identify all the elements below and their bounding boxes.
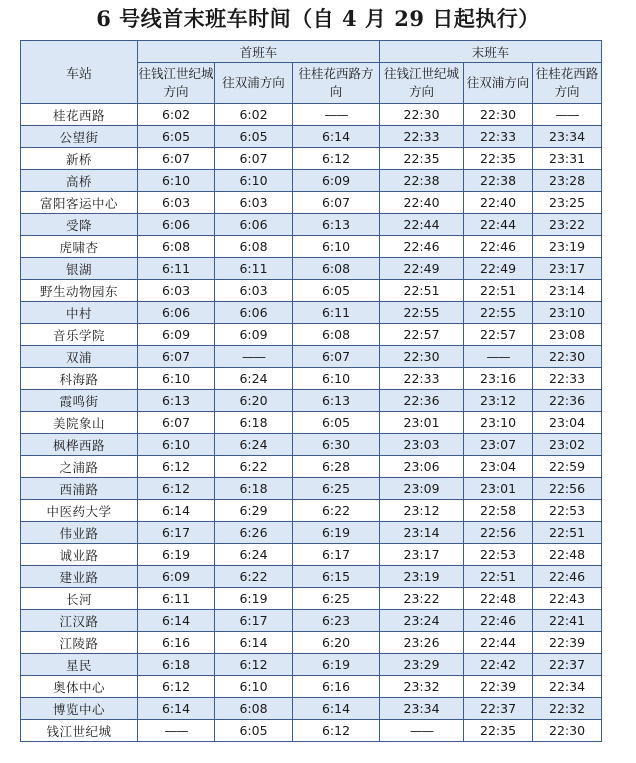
last-train-time-cell: 23:12	[380, 500, 464, 522]
first-train-time-cell: 6:07	[215, 148, 293, 170]
station-cell: 枫桦西路	[21, 434, 138, 456]
table-row	[21, 302, 602, 324]
last-train-time-cell: 22:46	[380, 236, 464, 258]
station-cell: 博览中心	[21, 698, 138, 720]
last-train-time-cell: 22:49	[380, 258, 464, 280]
first-train-time-cell: 6:25	[293, 588, 380, 610]
last-train-time-cell: 23:10	[464, 412, 533, 434]
first-train-time-cell: 6:06	[215, 214, 293, 236]
last-direction-shuangpu-header: 往双浦方向	[464, 63, 533, 104]
table-row	[21, 720, 602, 742]
first-train-time-cell: 6:10	[293, 368, 380, 390]
first-train-time-cell: 6:07	[293, 346, 380, 368]
table-row	[21, 566, 602, 588]
first-train-time-cell: 6:18	[138, 654, 215, 676]
station-cell: 建业路	[21, 566, 138, 588]
last-train-time-cell: 23:04	[464, 456, 533, 478]
last-train-time-cell: 22:48	[533, 544, 602, 566]
last-train-time-cell: 22:36	[380, 390, 464, 412]
station-cell: 高桥	[21, 170, 138, 192]
first-train-time-cell: 6:06	[138, 214, 215, 236]
first-train-time-cell: 6:10	[215, 676, 293, 698]
station-cell: 富阳客运中心	[21, 192, 138, 214]
last-train-header: 末班车	[380, 41, 602, 63]
first-train-time-cell: 6:09	[215, 324, 293, 346]
station-cell: 科海路	[21, 368, 138, 390]
table-row	[21, 258, 602, 280]
first-train-time-cell: 6:08	[215, 236, 293, 258]
last-direction-qianjiang-header: 往钱江世纪城方向	[380, 63, 464, 104]
last-train-time-cell: ——	[533, 104, 602, 126]
first-train-time-cell: 6:14	[215, 632, 293, 654]
first-train-time-cell: 6:24	[215, 434, 293, 456]
table-row	[21, 280, 602, 302]
first-train-time-cell: 6:15	[293, 566, 380, 588]
last-train-time-cell: 22:41	[533, 610, 602, 632]
station-cell: 野生动物园东	[21, 280, 138, 302]
first-train-time-cell: 6:14	[138, 500, 215, 522]
first-train-time-cell: 6:23	[293, 610, 380, 632]
first-train-time-cell: 6:12	[138, 456, 215, 478]
last-train-time-cell: 23:29	[380, 654, 464, 676]
station-cell: 西浦路	[21, 478, 138, 500]
station-cell: 公望街	[21, 126, 138, 148]
last-train-time-cell: 22:30	[533, 720, 602, 742]
first-train-time-cell: 6:05	[215, 720, 293, 742]
first-train-time-cell: 6:22	[215, 566, 293, 588]
last-train-time-cell: 22:30	[464, 104, 533, 126]
last-train-time-cell: 22:32	[533, 698, 602, 720]
last-train-time-cell: 22:46	[533, 566, 602, 588]
first-direction-qianjiang-header: 往钱江世纪城方向	[138, 63, 215, 104]
table-row	[21, 676, 602, 698]
page-title: 6 号线首末班车时间（自 4 月 29 日起执行）	[96, 6, 540, 31]
table-row	[21, 104, 602, 126]
first-train-time-cell: 6:09	[138, 566, 215, 588]
first-train-time-cell: 6:26	[215, 522, 293, 544]
first-train-time-cell: 6:22	[293, 500, 380, 522]
last-train-time-cell: ——	[464, 346, 533, 368]
last-train-time-cell: 22:33	[464, 126, 533, 148]
table-row	[21, 346, 602, 368]
first-train-time-cell: 6:29	[215, 500, 293, 522]
last-train-time-cell: 22:48	[464, 588, 533, 610]
last-train-time-cell: 22:40	[464, 192, 533, 214]
first-train-time-cell: 6:03	[215, 280, 293, 302]
first-train-time-cell: 6:16	[138, 632, 215, 654]
first-train-time-cell: 6:19	[293, 654, 380, 676]
last-train-time-cell: 22:39	[464, 676, 533, 698]
last-train-time-cell: 23:10	[533, 302, 602, 324]
first-train-time-cell: 6:14	[138, 698, 215, 720]
first-train-time-cell: 6:05	[138, 126, 215, 148]
last-train-time-cell: 22:39	[533, 632, 602, 654]
last-train-time-cell: 22:33	[380, 126, 464, 148]
last-train-time-cell: 22:44	[380, 214, 464, 236]
last-train-time-cell: 22:56	[464, 522, 533, 544]
first-train-time-cell: 6:12	[138, 478, 215, 500]
first-train-time-cell: 6:16	[293, 676, 380, 698]
station-cell: 中医药大学	[21, 500, 138, 522]
last-train-time-cell: 22:35	[464, 148, 533, 170]
last-train-time-cell: 22:51	[533, 522, 602, 544]
last-train-time-cell: 23:25	[533, 192, 602, 214]
last-train-time-cell: 22:49	[464, 258, 533, 280]
first-train-time-cell: 6:19	[138, 544, 215, 566]
first-train-time-cell: 6:19	[293, 522, 380, 544]
timetable	[20, 40, 602, 742]
station-column-header: 车站	[21, 41, 138, 104]
last-train-time-cell: 23:07	[464, 434, 533, 456]
station-cell: 诚业路	[21, 544, 138, 566]
table-row	[21, 698, 602, 720]
first-train-time-cell: 6:09	[293, 170, 380, 192]
last-train-time-cell: 23:34	[380, 698, 464, 720]
table-row	[21, 236, 602, 258]
first-train-time-cell: 6:17	[138, 522, 215, 544]
first-train-time-cell: 6:02	[215, 104, 293, 126]
last-train-time-cell: 23:08	[533, 324, 602, 346]
table-row	[21, 214, 602, 236]
station-cell: 江陵路	[21, 632, 138, 654]
first-train-time-cell: 6:11	[138, 258, 215, 280]
first-train-time-cell: 6:05	[215, 126, 293, 148]
last-train-time-cell: 22:53	[533, 500, 602, 522]
last-train-time-cell: 23:22	[380, 588, 464, 610]
last-train-time-cell: 22:46	[464, 610, 533, 632]
first-train-time-cell: 6:10	[138, 170, 215, 192]
first-train-time-cell: 6:24	[215, 544, 293, 566]
first-train-time-cell: 6:17	[215, 610, 293, 632]
last-train-time-cell: 22:57	[464, 324, 533, 346]
last-train-time-cell: 22:43	[533, 588, 602, 610]
first-train-time-cell: 6:14	[293, 126, 380, 148]
first-train-time-cell: 6:10	[293, 236, 380, 258]
last-train-time-cell: 22:42	[464, 654, 533, 676]
last-train-time-cell: 23:16	[464, 368, 533, 390]
last-train-time-cell: 22:36	[533, 390, 602, 412]
first-train-time-cell: 6:10	[138, 434, 215, 456]
station-cell: 伟业路	[21, 522, 138, 544]
last-train-time-cell: 23:02	[533, 434, 602, 456]
station-cell: 奥体中心	[21, 676, 138, 698]
last-train-time-cell: 22:33	[380, 368, 464, 390]
last-train-time-cell: 22:33	[533, 368, 602, 390]
first-train-time-cell: 6:03	[138, 192, 215, 214]
first-train-time-cell: 6:12	[215, 654, 293, 676]
first-train-header: 首班车	[138, 41, 380, 63]
timetable-body	[21, 104, 602, 742]
table-row	[21, 632, 602, 654]
table-row	[21, 170, 602, 192]
first-train-time-cell: 6:14	[138, 610, 215, 632]
station-cell: 音乐学院	[21, 324, 138, 346]
first-train-time-cell: 6:20	[215, 390, 293, 412]
station-cell: 中村	[21, 302, 138, 324]
first-train-time-cell: 6:06	[215, 302, 293, 324]
first-train-time-cell: 6:08	[138, 236, 215, 258]
last-train-time-cell: 22:30	[380, 104, 464, 126]
first-train-time-cell: 6:19	[215, 588, 293, 610]
station-cell: 长河	[21, 588, 138, 610]
first-train-time-cell: 6:11	[293, 302, 380, 324]
last-train-time-cell: 22:51	[464, 566, 533, 588]
first-train-time-cell: 6:08	[293, 324, 380, 346]
station-cell: 新桥	[21, 148, 138, 170]
last-train-time-cell: 23:17	[533, 258, 602, 280]
last-train-time-cell: 22:51	[380, 280, 464, 302]
first-train-time-cell: 6:07	[138, 412, 215, 434]
last-train-time-cell: 22:35	[464, 720, 533, 742]
station-cell: 双浦	[21, 346, 138, 368]
first-train-time-cell: ——	[138, 720, 215, 742]
last-train-time-cell: 23:28	[533, 170, 602, 192]
last-train-time-cell: 23:19	[380, 566, 464, 588]
first-train-time-cell: 6:18	[215, 478, 293, 500]
first-train-time-cell: 6:13	[293, 390, 380, 412]
first-train-time-cell: 6:11	[138, 588, 215, 610]
last-train-time-cell: 23:14	[380, 522, 464, 544]
last-train-time-cell: 22:30	[380, 346, 464, 368]
first-train-time-cell: 6:14	[293, 698, 380, 720]
last-train-time-cell: 23:01	[380, 412, 464, 434]
first-train-time-cell: 6:07	[138, 148, 215, 170]
first-train-time-cell: 6:05	[293, 412, 380, 434]
last-train-time-cell: 23:31	[533, 148, 602, 170]
last-train-time-cell: 23:32	[380, 676, 464, 698]
last-train-time-cell: 22:40	[380, 192, 464, 214]
station-cell: 江汉路	[21, 610, 138, 632]
last-train-time-cell: 22:57	[380, 324, 464, 346]
table-row	[21, 654, 602, 676]
last-train-time-cell: 23:01	[464, 478, 533, 500]
last-train-time-cell: 23:19	[533, 236, 602, 258]
first-train-time-cell: ——	[293, 104, 380, 126]
last-train-time-cell: 23:04	[533, 412, 602, 434]
last-train-time-cell: 22:38	[464, 170, 533, 192]
first-train-time-cell: 6:08	[293, 258, 380, 280]
first-train-time-cell: 6:07	[293, 192, 380, 214]
last-direction-guihua-header: 往桂花西路方向	[533, 63, 602, 104]
first-train-time-cell: 6:13	[138, 390, 215, 412]
last-train-time-cell: 22:34	[533, 676, 602, 698]
station-cell: 美院象山	[21, 412, 138, 434]
station-cell: 受降	[21, 214, 138, 236]
table-row	[21, 610, 602, 632]
table-row	[21, 478, 602, 500]
station-cell: 霞鸣街	[21, 390, 138, 412]
first-train-time-cell: 6:18	[215, 412, 293, 434]
table-row	[21, 544, 602, 566]
station-cell: 之浦路	[21, 456, 138, 478]
last-train-time-cell: 22:55	[464, 302, 533, 324]
last-train-time-cell: 22:44	[464, 214, 533, 236]
first-train-time-cell: 6:09	[138, 324, 215, 346]
last-train-time-cell: 23:06	[380, 456, 464, 478]
first-train-time-cell: 6:28	[293, 456, 380, 478]
last-train-time-cell: 22:58	[464, 500, 533, 522]
last-train-time-cell: 22:37	[464, 698, 533, 720]
first-train-time-cell: 6:03	[138, 280, 215, 302]
station-cell: 虎啸杏	[21, 236, 138, 258]
last-train-time-cell: 23:17	[380, 544, 464, 566]
first-direction-shuangpu-header: 往双浦方向	[215, 63, 293, 104]
table-row	[21, 368, 602, 390]
last-train-time-cell: 23:26	[380, 632, 464, 654]
first-train-time-cell: 6:20	[293, 632, 380, 654]
table-row	[21, 390, 602, 412]
first-train-time-cell: 6:24	[215, 368, 293, 390]
table-row	[21, 126, 602, 148]
last-train-time-cell: 22:51	[464, 280, 533, 302]
table-row	[21, 192, 602, 214]
last-train-time-cell: 23:09	[380, 478, 464, 500]
first-train-time-cell: 6:25	[293, 478, 380, 500]
last-train-time-cell: 22:59	[533, 456, 602, 478]
first-train-time-cell: ——	[215, 346, 293, 368]
last-train-time-cell: 22:53	[464, 544, 533, 566]
first-train-time-cell: 6:30	[293, 434, 380, 456]
station-cell: 星民	[21, 654, 138, 676]
table-row	[21, 148, 602, 170]
first-train-time-cell: 6:08	[215, 698, 293, 720]
last-train-time-cell: 23:03	[380, 434, 464, 456]
last-train-time-cell: 22:37	[533, 654, 602, 676]
last-train-time-cell: 23:24	[380, 610, 464, 632]
first-train-time-cell: 6:06	[138, 302, 215, 324]
last-train-time-cell: 23:34	[533, 126, 602, 148]
first-train-time-cell: 6:03	[215, 192, 293, 214]
table-row	[21, 412, 602, 434]
first-train-time-cell: 6:17	[293, 544, 380, 566]
last-train-time-cell: 22:46	[464, 236, 533, 258]
first-train-time-cell: 6:12	[293, 720, 380, 742]
table-row	[21, 522, 602, 544]
table-row	[21, 500, 602, 522]
last-train-time-cell: 22:44	[464, 632, 533, 654]
first-train-time-cell: 6:10	[215, 170, 293, 192]
last-train-time-cell: 22:35	[380, 148, 464, 170]
station-cell: 桂花西路	[21, 104, 138, 126]
station-cell: 银湖	[21, 258, 138, 280]
last-train-time-cell: ——	[380, 720, 464, 742]
table-row	[21, 324, 602, 346]
first-train-time-cell: 6:12	[138, 676, 215, 698]
first-direction-guihua-header: 往桂花西路方向	[293, 63, 380, 104]
last-train-time-cell: 22:56	[533, 478, 602, 500]
first-train-time-cell: 6:07	[138, 346, 215, 368]
last-train-time-cell: 22:55	[380, 302, 464, 324]
first-train-time-cell: 6:10	[138, 368, 215, 390]
last-train-time-cell: 22:38	[380, 170, 464, 192]
first-train-time-cell: 6:13	[293, 214, 380, 236]
last-train-time-cell: 22:30	[533, 346, 602, 368]
station-cell: 钱江世纪城	[21, 720, 138, 742]
last-train-time-cell: 23:14	[533, 280, 602, 302]
table-row	[21, 456, 602, 478]
first-train-time-cell: 6:05	[293, 280, 380, 302]
first-train-time-cell: 6:12	[293, 148, 380, 170]
table-row	[21, 588, 602, 610]
last-train-time-cell: 23:22	[533, 214, 602, 236]
table-row	[21, 434, 602, 456]
first-train-time-cell: 6:11	[215, 258, 293, 280]
last-train-time-cell: 23:12	[464, 390, 533, 412]
first-train-time-cell: 6:02	[138, 104, 215, 126]
first-train-time-cell: 6:22	[215, 456, 293, 478]
